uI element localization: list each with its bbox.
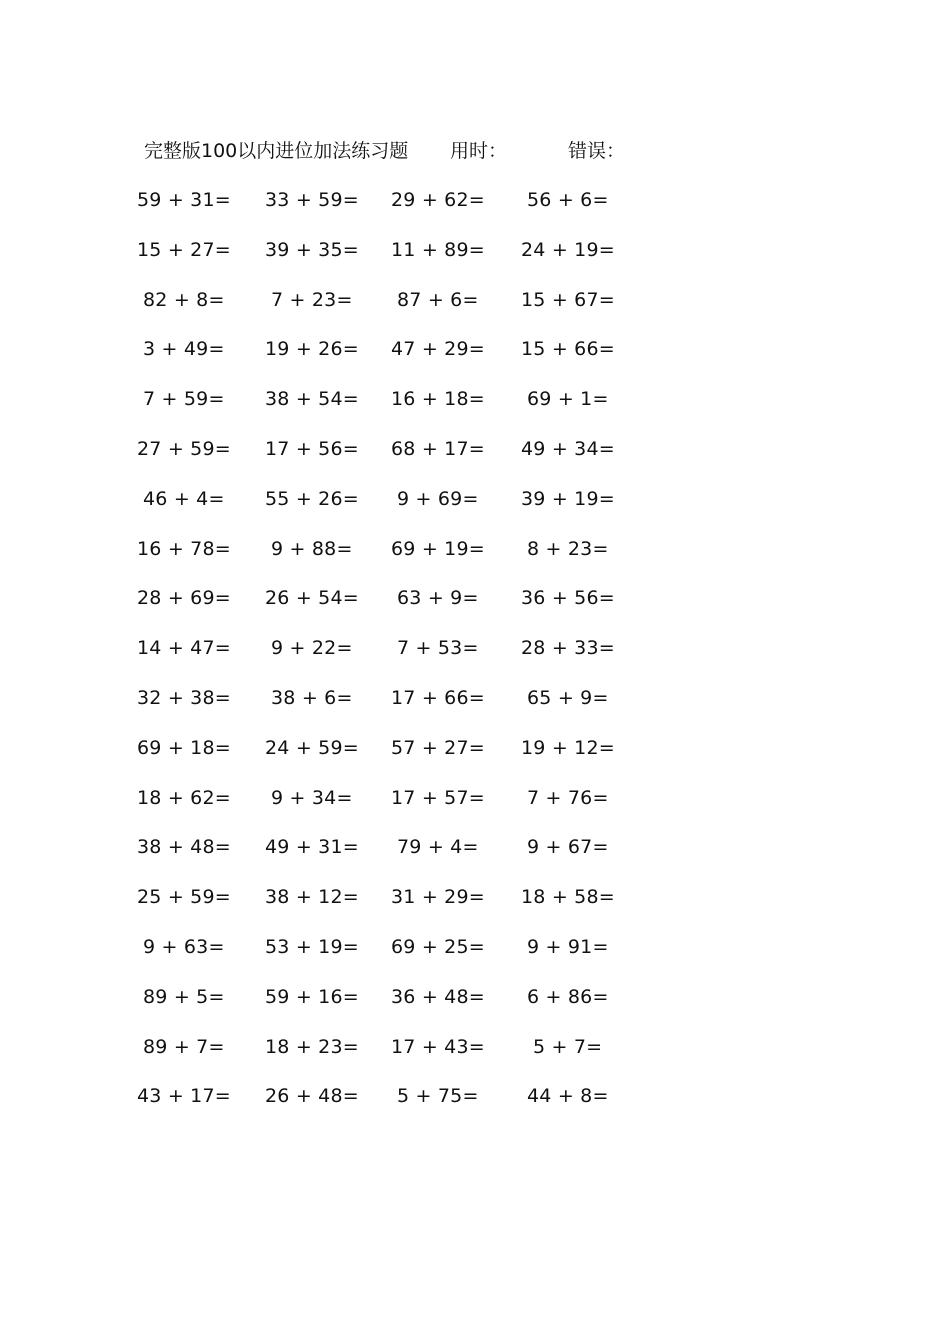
problem-r9-c1: 28 + 69= (137, 587, 231, 610)
problem-r12-c2: 24 + 59= (265, 736, 359, 759)
problem-r16-c2: 53 + 19= (265, 936, 359, 958)
problem-r2-c2: 39 + 35= (265, 238, 359, 261)
problem-r4-c1: 3 + 49= (143, 338, 225, 361)
problem-r11-c3: 17 + 66= (391, 687, 485, 709)
problem-r14-c1: 38 + 48= (137, 836, 231, 859)
problem-r6-c2: 17 + 56= (265, 438, 359, 460)
problem-r2-c3: 11 + 89= (391, 238, 485, 261)
problem-r10-c3: 7 + 53= (397, 637, 479, 660)
problem-r2-c4: 24 + 19= (521, 238, 615, 261)
problem-r5-c2: 38 + 54= (265, 388, 359, 411)
problem-r9-c4: 36 + 56= (521, 587, 615, 610)
problem-r19-c4: 44 + 8= (527, 1085, 609, 1108)
problem-r13-c1: 18 + 62= (137, 786, 231, 809)
problem-r19-c1: 43 + 17= (137, 1085, 231, 1108)
problem-r8-c1: 16 + 78= (137, 537, 231, 560)
problem-r18-c1: 89 + 7= (143, 1035, 225, 1058)
problem-r18-c4: 5 + 7= (533, 1035, 603, 1058)
problem-r15-c4: 18 + 58= (521, 886, 615, 909)
problem-r14-c2: 49 + 31= (265, 836, 359, 859)
problem-r10-c2: 9 + 22= (271, 637, 353, 660)
problem-r6-c4: 49 + 34= (521, 438, 615, 460)
problem-r5-c3: 16 + 18= (391, 388, 485, 411)
problem-r18-c2: 18 + 23= (265, 1035, 359, 1058)
problem-r11-c1: 32 + 38= (137, 687, 231, 709)
problem-r17-c1: 89 + 5= (143, 985, 225, 1008)
problem-r16-c3: 69 + 25= (391, 936, 485, 958)
problem-r17-c3: 36 + 48= (391, 985, 485, 1008)
problem-r12-c1: 69 + 18= (137, 736, 231, 759)
problem-r8-c4: 8 + 23= (527, 537, 609, 560)
problem-r17-c4: 6 + 86= (527, 985, 609, 1008)
problem-r5-c1: 7 + 59= (143, 388, 225, 411)
problem-r17-c2: 59 + 16= (265, 985, 359, 1008)
worksheet-title: 完整版100以内进位加法练习题 (144, 140, 409, 162)
problem-r2-c1: 15 + 27= (137, 238, 231, 261)
problem-r14-c3: 79 + 4= (397, 836, 479, 859)
problem-r1-c1: 59 + 31= (137, 189, 231, 211)
problem-r16-c1: 9 + 63= (143, 936, 225, 958)
problem-r19-c3: 5 + 75= (397, 1085, 479, 1108)
problem-r12-c3: 57 + 27= (391, 736, 485, 759)
errors-label: 错误： (568, 140, 626, 162)
problem-r13-c2: 9 + 34= (271, 786, 353, 809)
problem-r11-c4: 65 + 9= (527, 687, 609, 709)
problem-r6-c3: 68 + 17= (391, 438, 485, 460)
problem-r15-c2: 38 + 12= (265, 886, 359, 909)
problem-r13-c3: 17 + 57= (391, 786, 485, 809)
problem-r3-c4: 15 + 67= (521, 288, 615, 311)
problem-r9-c3: 63 + 9= (397, 587, 479, 610)
problem-r15-c3: 31 + 29= (391, 886, 485, 909)
problem-r7-c2: 55 + 26= (265, 487, 359, 510)
problem-r16-c4: 9 + 91= (527, 936, 609, 958)
problem-r8-c3: 69 + 19= (391, 537, 485, 560)
problem-r8-c2: 9 + 88= (271, 537, 353, 560)
problem-r7-c1: 46 + 4= (143, 487, 225, 510)
problem-r15-c1: 25 + 59= (137, 886, 231, 909)
problem-r9-c2: 26 + 54= (265, 587, 359, 610)
problem-r19-c2: 26 + 48= (265, 1085, 359, 1108)
problem-r4-c3: 47 + 29= (391, 338, 485, 361)
problem-r3-c3: 87 + 6= (397, 288, 479, 311)
problem-r10-c1: 14 + 47= (137, 637, 231, 660)
problem-r1-c2: 33 + 59= (265, 189, 359, 211)
problem-r13-c4: 7 + 76= (527, 786, 609, 809)
problem-r7-c4: 39 + 19= (521, 487, 615, 510)
problem-r11-c2: 38 + 6= (271, 687, 353, 709)
time-label: 用时： (450, 140, 508, 162)
problem-r3-c1: 82 + 8= (143, 288, 225, 311)
problem-r5-c4: 69 + 1= (527, 388, 609, 411)
problem-r1-c4: 56 + 6= (527, 189, 609, 211)
problem-r7-c3: 9 + 69= (397, 487, 479, 510)
problem-r6-c1: 27 + 59= (137, 438, 231, 460)
problem-r18-c3: 17 + 43= (391, 1035, 485, 1058)
problem-r3-c2: 7 + 23= (271, 288, 353, 311)
problem-r10-c4: 28 + 33= (521, 637, 615, 660)
problem-r12-c4: 19 + 12= (521, 736, 615, 759)
problem-r4-c4: 15 + 66= (521, 338, 615, 361)
problem-r1-c3: 29 + 62= (391, 189, 485, 211)
problem-r14-c4: 9 + 67= (527, 836, 609, 859)
problem-r4-c2: 19 + 26= (265, 338, 359, 361)
